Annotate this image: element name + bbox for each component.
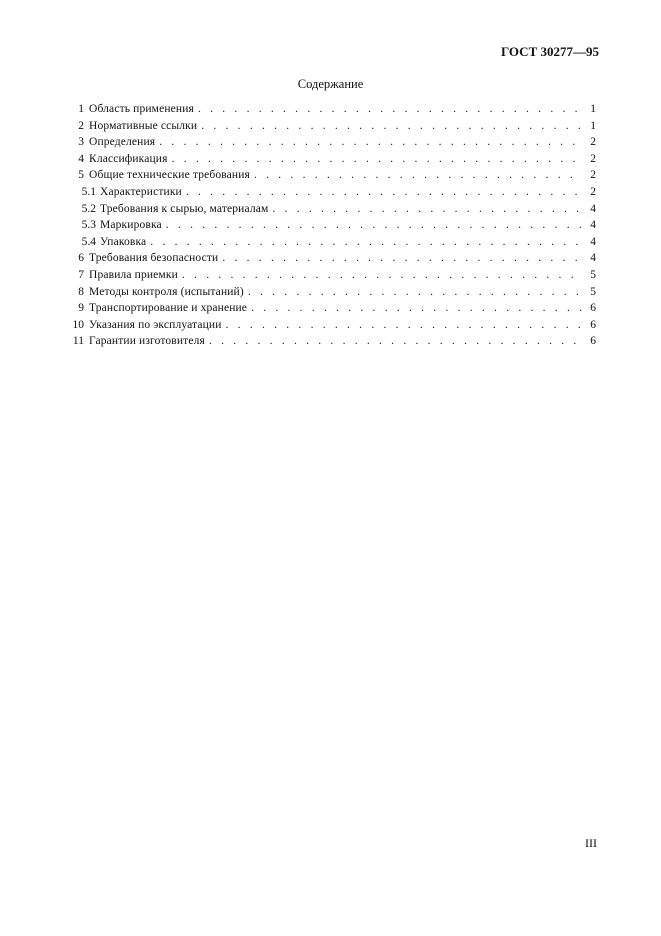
- toc-item-title: Упаковка: [100, 235, 147, 248]
- toc-leader-dots: [166, 217, 582, 234]
- toc-item: [62, 151, 596, 168]
- table-of-contents: [62, 101, 596, 350]
- toc-item-number: 6: [78, 252, 84, 265]
- toc-subitem: [62, 201, 596, 218]
- toc-leader-dots: [172, 151, 582, 168]
- toc-item-title: Гарантии изготовителя: [89, 335, 205, 348]
- toc-item-number: 7: [78, 268, 84, 281]
- toc-item: [62, 317, 596, 334]
- toc-item-number: 1: [78, 103, 84, 115]
- toc-leader-dots: [186, 184, 582, 201]
- toc-item-page: 4: [590, 219, 596, 232]
- toc-item-title: Методы контроля (испытаний): [89, 285, 244, 298]
- toc-leader-dots: [159, 134, 582, 151]
- toc-item-title: Нормативные ссылки: [89, 119, 198, 132]
- toc-item: [62, 267, 596, 284]
- toc-item: [62, 284, 596, 301]
- toc-item: [62, 333, 596, 350]
- toc-item-title: Требования безопасности: [89, 252, 219, 265]
- toc-item-number: 4: [78, 152, 84, 165]
- toc-item-number: 8: [78, 285, 84, 298]
- toc-item: [62, 134, 596, 151]
- toc-leader-dots: [209, 333, 582, 350]
- toc-leader-dots: [198, 101, 582, 118]
- toc-leader-dots: [222, 250, 582, 267]
- toc-item-title: Определения: [89, 136, 156, 149]
- toc-item-number: 3: [78, 136, 84, 149]
- toc-item-page: 4: [590, 202, 596, 215]
- toc-item-title: Транспортирование и хранение: [89, 302, 248, 315]
- toc-item-page: 5: [590, 285, 596, 298]
- toc-item-page: 4: [590, 252, 596, 265]
- toc-item-title: Требования к сырью, материалам: [100, 202, 269, 215]
- toc-title: Содержание: [297, 77, 364, 91]
- toc-item-number: 11: [72, 335, 84, 348]
- toc-item-title: Область применения: [89, 103, 194, 115]
- toc-item: [62, 167, 596, 184]
- toc-leader-dots: [272, 201, 582, 218]
- toc-item-number: 5.1: [81, 185, 96, 198]
- toc-item-number: 9: [78, 302, 84, 315]
- toc-item-page: 6: [590, 318, 596, 331]
- toc-subitem: [62, 217, 596, 234]
- toc-leader-dots: [248, 284, 582, 301]
- toc-item: [62, 300, 596, 317]
- toc-leader-dots: [150, 234, 582, 251]
- toc-leader-dots: [254, 167, 582, 184]
- toc-leader-dots: [251, 300, 582, 317]
- toc-item-page: 6: [590, 302, 596, 315]
- toc-leader-dots: [226, 317, 582, 334]
- toc-item-page: 6: [590, 335, 596, 348]
- toc-item-page: 1: [590, 103, 596, 115]
- page-number: III: [585, 836, 597, 850]
- toc-item-title: Классификация: [89, 152, 168, 165]
- toc-item-number: 10: [72, 318, 84, 331]
- toc-item-page: 2: [590, 185, 596, 198]
- toc-item-title: Правила приемки: [89, 268, 178, 281]
- toc-item-page: 2: [590, 169, 596, 182]
- toc-subitem: [62, 184, 596, 201]
- toc-item: [62, 101, 596, 118]
- toc-item: [62, 118, 596, 135]
- toc-item-page: 2: [590, 136, 596, 149]
- toc-item-page: 2: [590, 152, 596, 165]
- toc-item-page: 1: [590, 119, 596, 132]
- toc-item-number: 5.3: [81, 219, 96, 232]
- toc-item-title: Характеристики: [100, 185, 182, 198]
- toc-item-page: 4: [590, 235, 596, 248]
- toc-item-number: 5.2: [81, 202, 96, 215]
- toc-item-number: 5.4: [81, 235, 96, 248]
- toc-item-title: Общие технические требования: [89, 169, 250, 182]
- toc-leader-dots: [182, 267, 582, 284]
- standard-code: ГОСТ 30277—95: [500, 44, 599, 59]
- toc-item-number: 5: [78, 169, 84, 182]
- toc-item-page: 5: [590, 268, 596, 281]
- toc-item: [62, 250, 596, 267]
- toc-item-number: 2: [78, 119, 84, 132]
- toc-item-title: Указания по эксплуатации: [89, 318, 222, 331]
- toc-item-title: Маркировка: [100, 219, 162, 232]
- toc-subitem: [62, 234, 596, 251]
- toc-leader-dots: [201, 118, 582, 135]
